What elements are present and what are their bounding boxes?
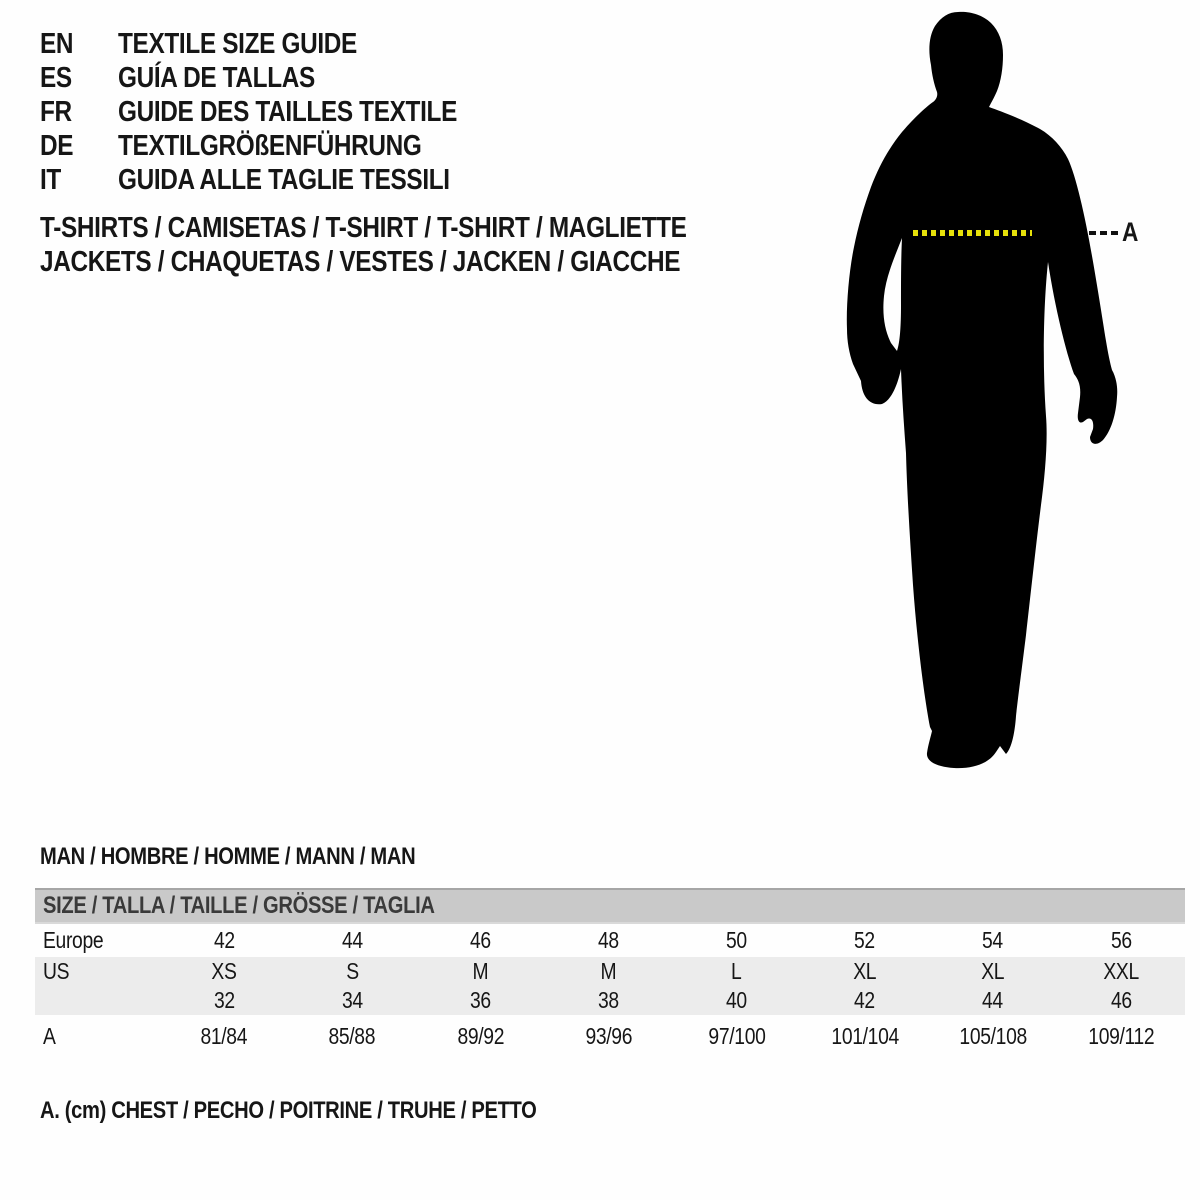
gender-section-heading: MAN / HOMBRE / HOMME / MANN / MAN: [40, 843, 416, 870]
cell-value: 42: [213, 927, 235, 953]
table-cell: [160, 987, 288, 1014]
table-cell: [929, 1023, 1057, 1050]
cell-value: 81/84: [200, 1022, 248, 1049]
table-cell: [1057, 958, 1185, 985]
table-striped-band: [35, 957, 1185, 1015]
cell-value: S: [345, 958, 359, 984]
cell-value: M: [600, 958, 617, 984]
cell-value: 101/104: [830, 1022, 899, 1049]
language-code: FR: [40, 95, 72, 128]
row-label: [35, 927, 160, 954]
cell-value: L: [731, 958, 742, 984]
table-cell: [801, 927, 929, 954]
cell-value: 32: [213, 987, 235, 1013]
row-label-text: Europe: [43, 927, 104, 953]
row-label-text: A: [43, 1022, 56, 1049]
category-line-tshirts: T-SHIRTS / CAMISETAS / T-SHIRT / T-SHIRT / MAGLIETTE: [40, 211, 687, 244]
cell-value: 89/92: [456, 1022, 504, 1049]
table-cell: [801, 1023, 929, 1050]
size-table-header: [35, 888, 1185, 924]
cell-value: XS: [211, 958, 237, 984]
measurement-footnote: A. (cm) CHEST / PECHO / POITRINE / TRUHE / PETTO: [40, 1097, 537, 1124]
language-title-list: [40, 27, 522, 197]
language-row: [40, 95, 522, 129]
cell-value: 109/112: [1087, 1022, 1154, 1049]
table-cell: [801, 958, 929, 985]
table-cell: [416, 1023, 544, 1050]
cell-value: 56: [1110, 927, 1132, 953]
table-cell: [288, 987, 416, 1014]
guide-title: GUIDA ALLE TAGLIE TESSILI: [118, 163, 450, 196]
table-row-numeric: [35, 986, 1185, 1015]
man-silhouette: [840, 0, 1160, 790]
cell-value: XL: [853, 958, 877, 984]
guide-title: TEXTILGRÖßENFÜHRUNG: [118, 129, 422, 162]
table-cell: [673, 927, 801, 954]
table-cell: [929, 927, 1057, 954]
chest-measure-dotted-line: [913, 230, 1032, 236]
language-row: [40, 129, 522, 163]
table-row-us: [35, 957, 1185, 986]
language-row: [40, 27, 522, 61]
table-cell: [288, 1023, 416, 1050]
language-row: [40, 61, 522, 95]
row-label-text: US: [43, 958, 70, 984]
table-row-chest-measure: [35, 1015, 1185, 1057]
cell-value: 48: [598, 927, 619, 953]
table-cell: [1057, 987, 1185, 1014]
cell-value: 40: [726, 987, 747, 1013]
cell-value: 52: [854, 927, 876, 953]
table-cell: [160, 1023, 288, 1050]
cell-value: 105/108: [959, 1022, 1027, 1049]
cell-value: 50: [726, 927, 747, 953]
table-cell: [160, 927, 288, 954]
table-cell: [801, 987, 929, 1014]
size-table: [35, 888, 1185, 1057]
size-table-header-label: SIZE / TALLA / TAILLE / GRÖSSE / TAGLIA: [43, 892, 435, 919]
man-silhouette-path: [847, 12, 1117, 768]
table-cell: [673, 987, 801, 1014]
measure-label-dash: [1089, 231, 1120, 235]
table-cell: [544, 927, 672, 954]
row-label: [35, 958, 160, 985]
row-label: [35, 987, 160, 1014]
guide-title: GUIDE DES TAILLES TEXTILE: [118, 95, 457, 128]
measure-label-a: A: [1122, 217, 1139, 247]
table-cell: [929, 987, 1057, 1014]
language-code: IT: [40, 163, 61, 196]
table-cell: [544, 987, 672, 1014]
table-cell: [160, 958, 288, 985]
table-cell: [416, 987, 544, 1014]
cell-value: M: [472, 958, 489, 984]
cell-value: 36: [469, 987, 491, 1013]
language-row: [40, 163, 522, 197]
category-heading: [40, 211, 810, 279]
table-cell: [288, 927, 416, 954]
table-cell: [544, 1023, 672, 1050]
guide-title: TEXTILE SIZE GUIDE: [118, 27, 357, 60]
cell-value: XXL: [1103, 958, 1139, 984]
cell-value: 93/96: [585, 1022, 632, 1049]
language-code: EN: [40, 27, 74, 60]
cell-value: 44: [982, 987, 1004, 1013]
table-cell: [416, 927, 544, 954]
cell-value: 85/88: [328, 1022, 376, 1049]
cell-value: 42: [854, 987, 876, 1013]
cell-value: 97/100: [708, 1022, 766, 1049]
cell-value: 46: [469, 927, 491, 953]
category-line-jackets: JACKETS / CHAQUETAS / VESTES / JACKEN / GIACCHE: [40, 245, 681, 278]
table-cell: [288, 958, 416, 985]
language-code: DE: [40, 129, 74, 162]
table-cell: [673, 1023, 801, 1050]
table-cell: [1057, 1023, 1185, 1050]
table-row-europe: [35, 924, 1185, 957]
cell-value: 46: [1110, 987, 1132, 1013]
cell-value: XL: [981, 958, 1005, 984]
table-cell: [673, 958, 801, 985]
table-cell: [929, 958, 1057, 985]
cell-value: 44: [341, 927, 363, 953]
cell-value: 34: [341, 987, 363, 1013]
language-code: ES: [40, 61, 72, 94]
cell-value: 38: [598, 987, 619, 1013]
table-cell: [544, 958, 672, 985]
cell-value: 54: [982, 927, 1004, 953]
table-cell: [416, 958, 544, 985]
guide-title: GUÍA DE TALLAS: [118, 61, 315, 94]
row-label: [35, 1023, 160, 1050]
table-cell: [1057, 927, 1185, 954]
